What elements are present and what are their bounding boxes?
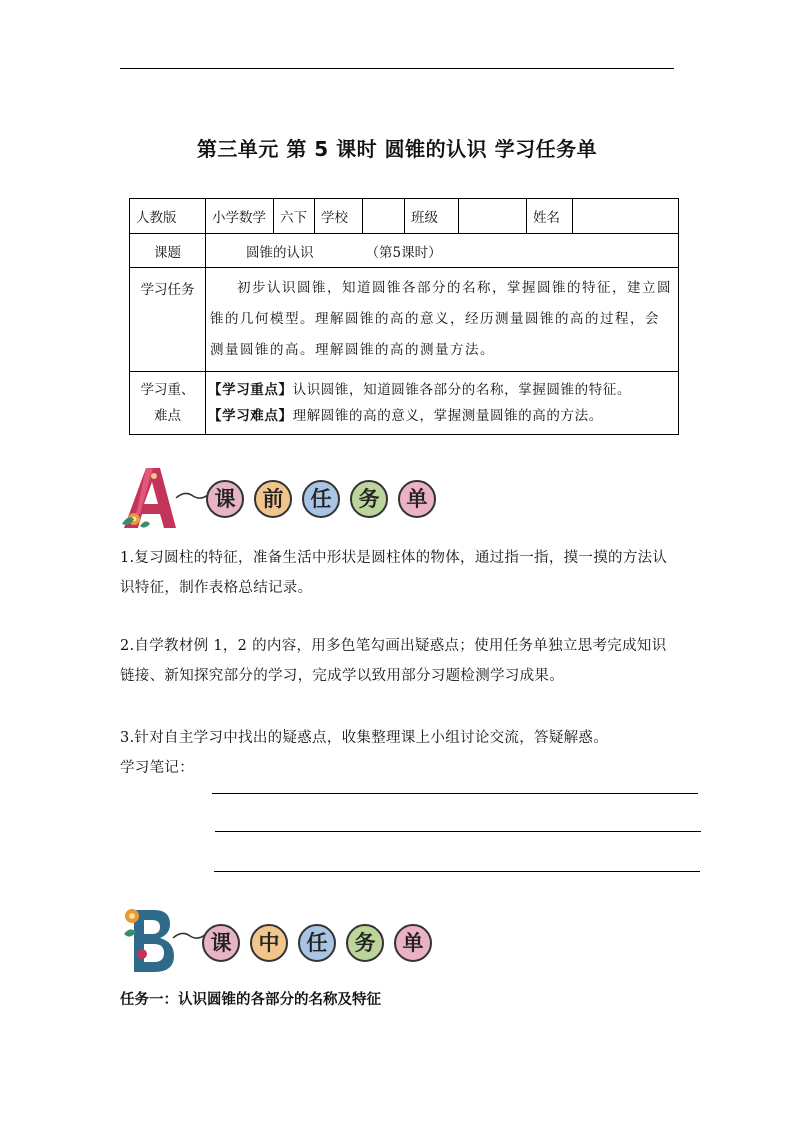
school-value[interactable]	[363, 199, 405, 234]
section-a-banner	[120, 464, 460, 534]
notes-line-3[interactable]	[214, 871, 700, 872]
header-rule	[120, 68, 674, 69]
letter-b-logo	[120, 904, 180, 974]
pre-task-item-1: 1.复习圆柱的特征，准备生活中形状是圆柱体的物体，通过指一指，摸一摸的方法认识特征，制作表格总结记录。	[120, 550, 668, 596]
topic-label: 课题	[130, 234, 206, 268]
bubble-a-4: 务	[350, 480, 388, 518]
task-one-heading: 任务一：认识圆锥的各部分的名称及特征	[120, 992, 381, 1008]
section-b-banner	[120, 904, 460, 974]
bubble-b-5: 单	[394, 924, 432, 962]
bubble-b-4: 务	[346, 924, 384, 962]
pre-task-item-3: 3.针对自主学习中找出的疑惑点，收集整理课上小组讨论交流，答疑解惑。	[120, 730, 609, 746]
topic-value-cell	[206, 234, 679, 268]
notes-label: 学习笔记：	[120, 760, 194, 776]
bubble-a-3: 任	[302, 480, 340, 518]
task-label: 学习任务	[130, 268, 206, 372]
bubble-b-1: 课	[202, 924, 240, 962]
key-point-tag: 【学习重点】	[208, 382, 293, 398]
class-label: 班级	[405, 199, 459, 234]
focus-cell	[206, 372, 679, 435]
page-title: 第三单元 第 5 课时 圆锥的认识 学习任务单	[196, 137, 598, 161]
school-label: 学校	[315, 199, 363, 234]
bubble-a-2: 前	[254, 480, 292, 518]
letter-a-icon	[120, 464, 180, 534]
letter-a-logo	[120, 464, 180, 534]
bubble-a-1: 课	[206, 480, 244, 518]
class-value[interactable]	[459, 199, 527, 234]
notes-line-2[interactable]	[215, 831, 701, 832]
name-label: 姓名	[527, 199, 573, 234]
notes-line-1[interactable]	[212, 793, 698, 794]
bubble-a-5: 单	[398, 480, 436, 518]
letter-b-icon	[120, 904, 180, 974]
task-text: 初步认识圆锥，知道圆锥各部分的名称，掌握圆锥的特征，建立圆锥的几何模型。理解圆锥的高的意义，经历测量圆锥的高的过程，会测量圆锥的高。理解圆锥的高的测量方法。	[206, 268, 679, 372]
subject-cell: 小学数学	[206, 199, 274, 234]
name-value[interactable]	[573, 199, 679, 234]
focus-label: 学习重、难点	[130, 372, 206, 435]
difficulty-text: 理解圆锥的高的意义，掌握测量圆锥的高的方法。	[292, 408, 603, 424]
difficulty-tag: 【学习难点】	[208, 408, 293, 424]
grade-cell: 六下	[274, 199, 315, 234]
bubble-b-3: 任	[298, 924, 336, 962]
topic-value: 圆锥的认识	[246, 244, 314, 261]
lesson-label: （第5课时）	[365, 244, 442, 261]
connector-curl-a	[175, 490, 210, 502]
bubble-b-2: 中	[250, 924, 288, 962]
pre-task-item-2: 2.自学教材例 1，2 的内容，用多色笔勾画出疑惑点；使用任务单独立思考完成知识链接、新知探究部分的学习，完成学以致用部分习题检测学习成果。	[120, 638, 667, 684]
publisher-cell: 人教版	[130, 199, 206, 234]
info-table	[129, 198, 679, 435]
key-point-text: 认识圆锥，知道圆锥各部分的名称，掌握圆锥的特征。	[292, 382, 632, 398]
